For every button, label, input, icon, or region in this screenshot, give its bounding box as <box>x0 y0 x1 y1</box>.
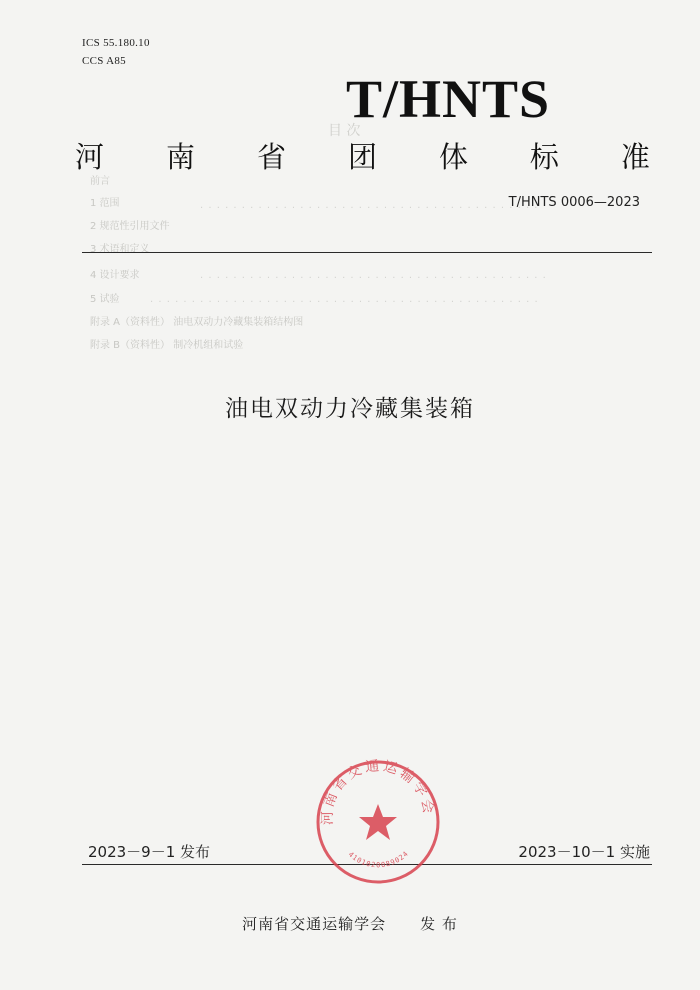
document-title: 油电双动力冷藏集装箱 <box>225 396 475 422</box>
ghost-toc-item: 附录 B（资料性） 制冷机组和试验 <box>90 340 244 351</box>
official-seal-icon <box>314 758 442 886</box>
publish-date: 2023－9－1 发布 <box>88 843 211 861</box>
issuer-line <box>0 913 700 934</box>
standard-code-heading: T/HNTS <box>346 69 551 129</box>
ghost-toc-leaders: . . . . . . . . . . . . . . . . . . . . . . . . . . . . . . . . . . . . . . . . . . <box>200 270 547 281</box>
svg-text:4101020089024 <box>347 849 411 869</box>
standard-type-char: 准 <box>620 140 650 174</box>
ghost-toc-heading: 目 次 <box>328 123 361 139</box>
implement-date: 2023－10－1 实施 <box>518 843 650 861</box>
ghost-toc-item: 前言 <box>90 176 110 187</box>
standard-type-char: 标 <box>529 140 559 174</box>
header-divider <box>82 252 652 253</box>
ghost-toc-item: 5 试验 <box>90 294 120 305</box>
seal-number: 4101020089024 <box>346 849 411 870</box>
ics-code: ICS 55.180.10 <box>82 37 150 49</box>
document-number: T/HNTS 0006—2023 <box>508 195 640 210</box>
issuer-action: 发 布 <box>420 915 458 933</box>
standard-type-char: 体 <box>438 140 468 174</box>
ghost-toc-item: 4 设计要求 <box>90 270 140 281</box>
standard-type-char: 河 <box>75 140 105 174</box>
issuer-name: 河南省交通运输学会 <box>242 915 387 933</box>
standard-type-char: 省 <box>256 140 286 174</box>
ghost-toc-leaders: . . . . . . . . . . . . . . . . . . . . . . . . . . . . . . . . . . . . . . . . . <box>200 200 539 211</box>
standard-type-char: 团 <box>347 140 377 174</box>
ghost-toc-leaders: . . . . . . . . . . . . . . . . . . . . . . . . . . . . . . . . . . . . . . . . . . . . . . . <box>150 294 539 305</box>
standard-type-char: 南 <box>165 140 195 174</box>
seal-text: 河南省交通运输学会 <box>319 758 437 826</box>
ccs-code: CCS A85 <box>82 55 126 67</box>
ghost-toc-item: 附录 A（资料性） 油电双动力冷藏集装箱结构图 <box>90 317 304 328</box>
standard-type-title <box>75 135 650 176</box>
ghost-toc-item: 2 规范性引用文件 <box>90 221 170 232</box>
ghost-toc-item: 1 范围 <box>90 198 120 209</box>
ghost-toc-item: 3 术语和定义 <box>90 244 150 255</box>
